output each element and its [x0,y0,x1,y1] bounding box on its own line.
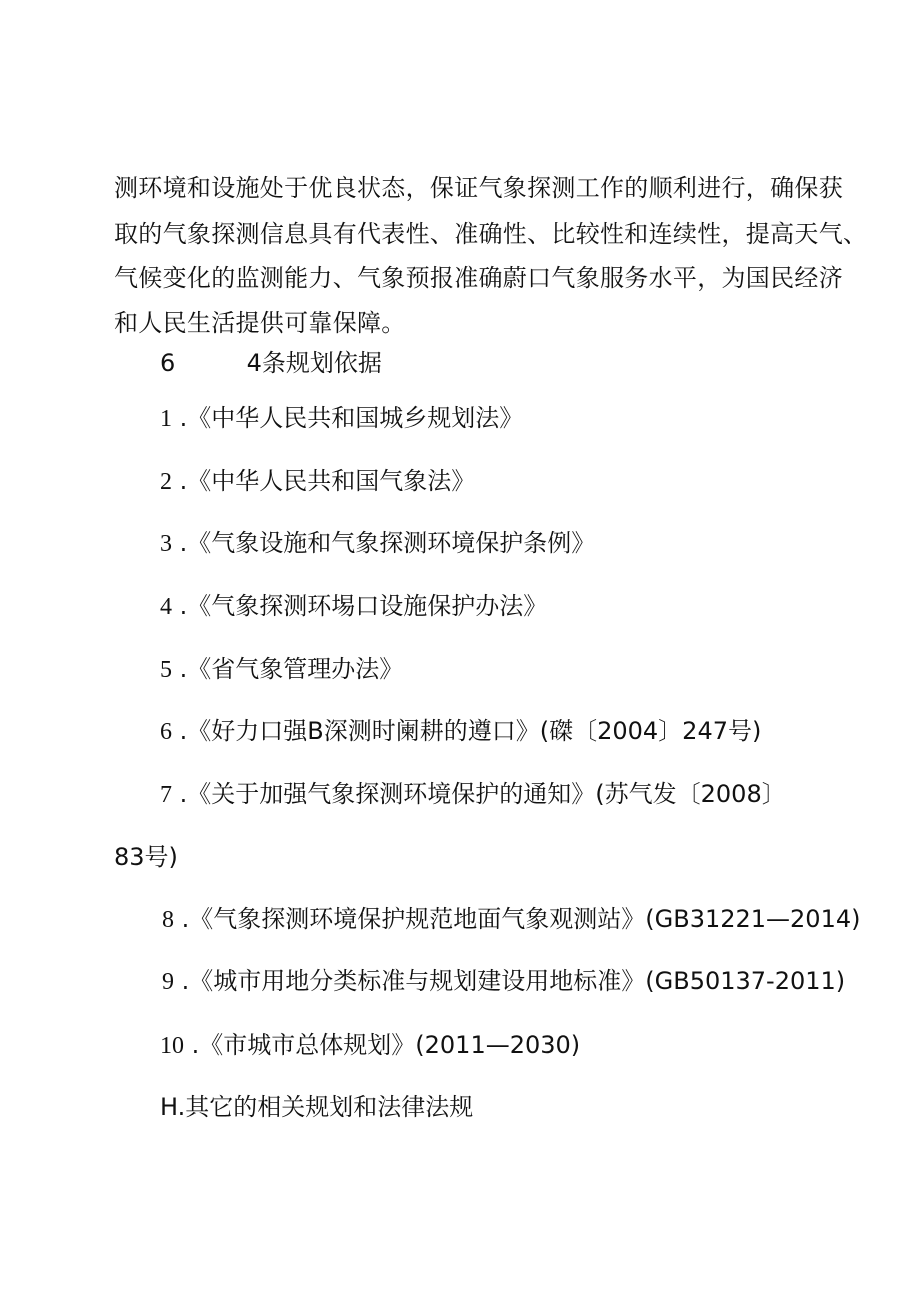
paragraph-line-2: 取的气象探测信息具有代表性、准确性、比较性和连续性，提高天气、 [114,220,868,248]
reference-item-7 [160,779,786,810]
paragraph-line-4: 和人民生活提供可靠保障。 [114,309,406,337]
reference-text: 83号) [114,843,178,871]
reference-item-5 [160,654,403,685]
reference-number: 5 [160,657,172,683]
reference-item-8 [162,904,860,935]
reference-item-1 [160,403,523,434]
reference-text: .《气象设施和气象探测环境保护条例》 [179,529,596,557]
reference-number: 9 [162,969,174,995]
section-heading-number: 6 [160,349,176,377]
reference-item-other [160,1092,473,1122]
section-heading [160,348,382,378]
reference-text: .《城市用地分类标准与规划建设用地标准》(GB50137-2011) [181,967,846,995]
reference-item-2 [160,466,475,497]
reference-text: .《气象探测环埸口设施保护办法》 [179,592,548,620]
section-heading-text: 4条规划依据 [246,349,382,377]
paragraph-line-1: 测环境和设施处于优良状态，保证气象探测工作的顺利进行，确保获 [114,174,843,202]
reference-number: 6 [160,719,172,745]
reference-item-6 [160,716,761,747]
reference-number: 4 [160,594,172,620]
reference-number: 1 [160,406,172,432]
reference-number: 8 [162,907,174,933]
reference-text: .《省气象管理办法》 [179,655,404,683]
reference-number: 10 [160,1033,184,1059]
reference-item-9 [162,966,845,997]
reference-number: 7 [160,782,172,808]
reference-text: .《市城市总体规划》(2011—2030) [191,1031,581,1059]
reference-number: 2 [160,469,172,495]
reference-text: .《中华人民共和国城乡规划法》 [179,404,524,432]
reference-text: .《中华人民共和国气象法》 [179,467,476,495]
reference-item-4 [160,591,547,622]
reference-item-3 [160,528,595,559]
reference-text: .《关于加强气象探测环境保护的通知》(苏气发〔2008〕 [179,780,786,808]
reference-text: .《好力口强B深测时阑耕的遵口》(磔〔2004〕247号) [179,717,762,745]
reference-text: H.其它的相关规划和法律法规 [160,1093,474,1121]
reference-item-7-continuation [114,842,178,872]
paragraph-line-3: 气候变化的监测能力、气象预报准确蔚口气象服务水平，为国民经济 [114,264,843,292]
reference-item-10 [160,1030,580,1061]
reference-text: .《气象探测环境保护规范地面气象观测站》(GB31221—2014) [181,905,861,933]
reference-number: 3 [160,531,172,557]
